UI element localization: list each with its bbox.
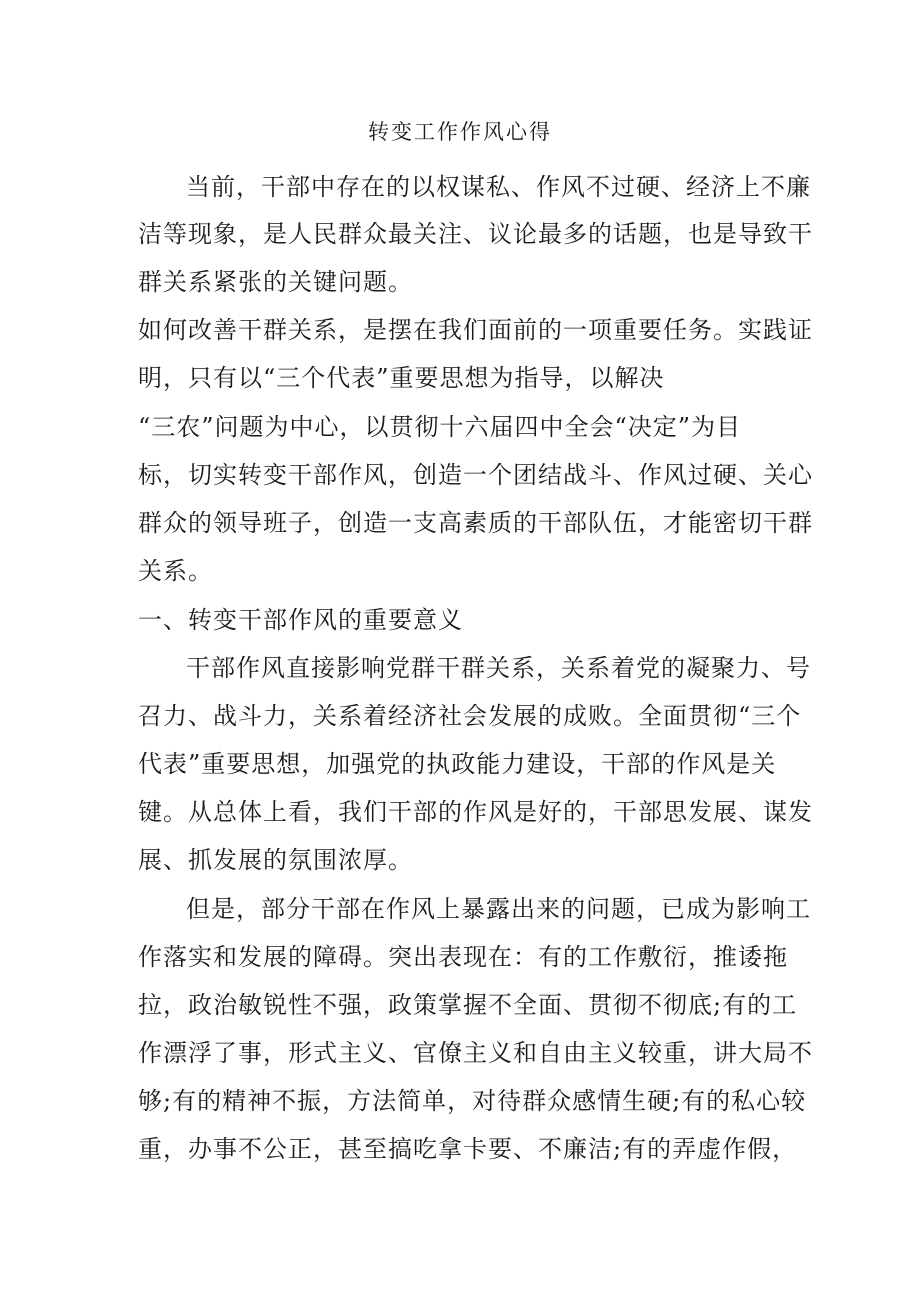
paragraph-line: “三农”问题为中心，以贯彻十六届四中全会“决定”为目 bbox=[138, 413, 742, 441]
paragraph-line: 键。从总体上看，我们干部的作风是好的，干部思发展、谋发 bbox=[138, 798, 813, 826]
paragraph-line: 干部作风直接影响党群干群关系，关系着党的凝聚力、号 bbox=[186, 654, 811, 682]
paragraph-line: 明，只有以“三个代表”重要思想为指导，以解决 bbox=[138, 364, 665, 392]
paragraph-line: 但是，部分干部在作风上暴露出来的问题，已成为影响工 bbox=[186, 895, 811, 923]
paragraph-line: 作漂浮了事，形式主义、官僚主义和自由主义较重，讲大局不 bbox=[138, 1039, 813, 1067]
paragraph-line: 召力、战斗力，关系着经济社会发展的成败。全面贯彻“三个 bbox=[138, 702, 802, 730]
paragraph-line: 够;有的精神不振，方法简单，对待群众感情生硬;有的私心较 bbox=[138, 1087, 807, 1115]
paragraph-line: 群关系紧张的关键问题。 bbox=[138, 268, 413, 296]
paragraph-line: 标，切实转变干部作风，创造一个团结战斗、作风过硬、关心 bbox=[138, 461, 813, 489]
document-title: 转变工作作风心得 bbox=[368, 120, 552, 144]
paragraph-line: 关系。 bbox=[138, 557, 213, 585]
paragraph-line: 重，办事不公正，甚至搞吃拿卡要、不廉洁;有的弄虚作假， bbox=[138, 1135, 798, 1163]
paragraph-line: 作落实和发展的障碍。突出表现在：有的工作敷衍，推诿拖 bbox=[138, 943, 788, 971]
paragraph-line: 展、抓发展的氛围浓厚。 bbox=[138, 846, 413, 874]
section-heading: 一、转变干部作风的重要意义 bbox=[138, 606, 463, 634]
paragraph-line: 当前，干部中存在的以权谋私、作风不过硬、经济上不廉 bbox=[186, 173, 811, 201]
paragraph-line: 拉，政治敏锐性不强，政策掌握不全面、贯彻不彻底;有的工 bbox=[138, 991, 798, 1019]
paragraph-line: 代表”重要思想，加强党的执政能力建设，干部的作风是关 bbox=[138, 750, 777, 778]
paragraph-line: 如何改善干群关系，是摆在我们面前的一项重要任务。实践证 bbox=[138, 316, 813, 344]
paragraph-line: 洁等现象，是人民群众最关注、议论最多的话题，也是导致干 bbox=[138, 220, 813, 248]
paragraph-line: 群众的领导班子，创造一支高素质的干部队伍，才能密切干群 bbox=[138, 509, 813, 537]
